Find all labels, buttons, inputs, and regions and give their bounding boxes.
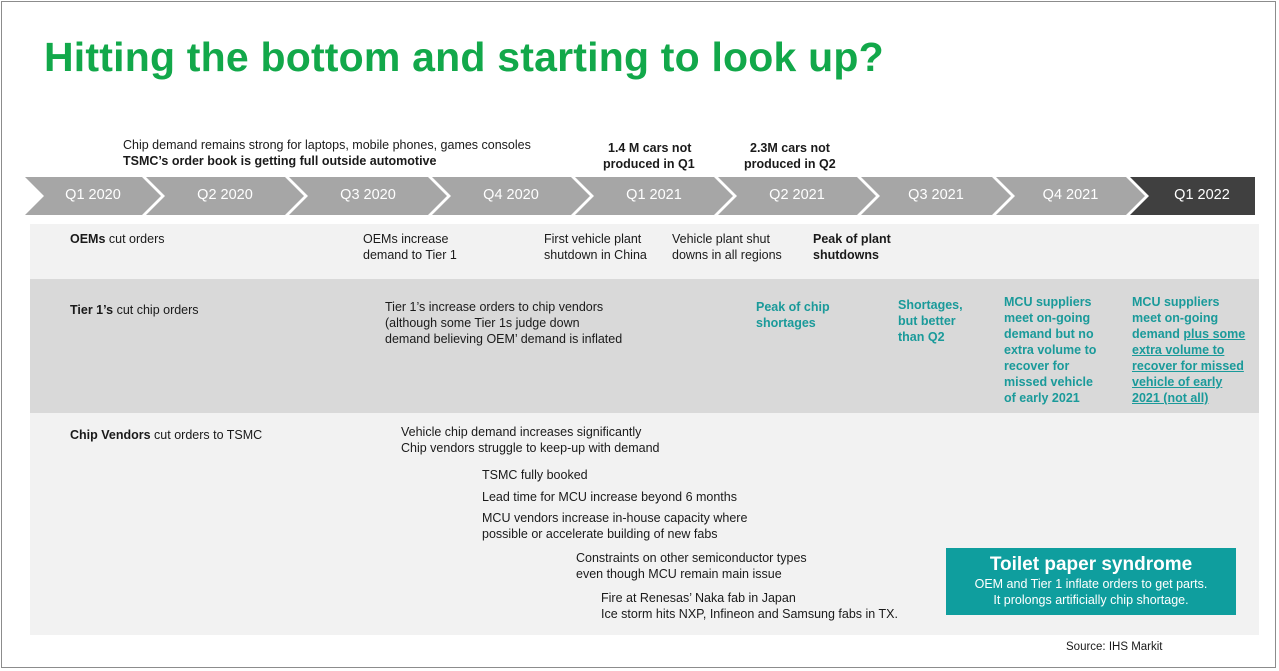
callout-line2: It prolongs artificially chip shortage. <box>993 593 1189 607</box>
q2-2021-note-line1: 2.3M cars not <box>750 141 830 155</box>
chip-note-3: Lead time for MCU increase beyond 6 months <box>482 490 737 504</box>
q2-2021-note-line2: produced in Q2 <box>744 157 836 171</box>
tier1-q4-21-note-line: extra volume to <box>1004 343 1097 357</box>
tier1-row-label: Tier 1’s cut chip orders <box>70 303 199 317</box>
oems-peak-note-line2: shutdowns <box>813 248 879 262</box>
tier1-q3-note-line1: Tier 1’s increase orders to chip vendors <box>385 300 604 314</box>
q1-2021-note-line2: produced in Q1 <box>603 157 695 171</box>
chip-note-4-line1: MCU vendors increase in-house capacity where <box>482 511 748 525</box>
chip-note-5-line2: even though MCU remain main issue <box>576 567 782 581</box>
quarter-label: Q1 2020 <box>65 187 121 203</box>
header-note-line2: TSMC’s order book is getting full outside automotive <box>123 154 437 168</box>
tier1-q1-22-note-line: vehicle of early <box>1132 375 1223 389</box>
chip-note-4-line2: possible or accelerate building of new fabs <box>482 527 718 541</box>
quarter-label: Q3 2021 <box>908 187 964 203</box>
tier1-q3-note-line3: demand believing OEM’ demand is inflated <box>385 332 623 346</box>
tier1-q1-22-note-line: 2021 (not all) <box>1132 391 1209 405</box>
tier1-peak-note-line2: shortages <box>756 316 816 330</box>
slide-title: Hitting the bottom and starting to look up? <box>44 34 884 80</box>
chip-note-5-line1: Constraints on other semiconductor types <box>576 551 807 565</box>
q1-2021-note-line1: 1.4 M cars not <box>608 141 692 155</box>
callout-heading: Toilet paper syndrome <box>989 554 1193 575</box>
tier1-q4-21-note-line: recover for <box>1004 359 1070 373</box>
tier1-q3-note-line2: (although some Tier 1s judge down <box>385 316 580 330</box>
tier1-q1-22-note <box>1132 294 1245 406</box>
tier1-q4-21-note-line: demand but no <box>1004 327 1094 341</box>
chip-note-6-line1: Fire at Renesas’ Naka fab in Japan <box>601 591 796 605</box>
oems-peak-note-line1: Peak of plant <box>813 232 891 246</box>
chip-note-2: TSMC fully booked <box>482 468 588 482</box>
tier1-q1-22-note-line: MCU suppliers <box>1132 295 1220 309</box>
tier1-q4-21-note-line: missed vehicle <box>1004 375 1093 389</box>
oems-q3-note-line2: demand to Tier 1 <box>363 248 457 262</box>
oems-row-label: OEMs cut orders <box>70 232 165 246</box>
header-note-line1: Chip demand remains strong for laptops, mobile phones, games consoles <box>123 138 531 152</box>
tier1-q4-21-note <box>1004 294 1096 406</box>
tier1-q4-21-note-line: of early 2021 <box>1004 391 1080 405</box>
toilet-paper-callout <box>946 548 1236 615</box>
quarter-label: Q1 2022 <box>1174 187 1230 203</box>
quarter-label: Q2 2020 <box>197 187 253 203</box>
tier1-peak-note-line1: Peak of chip <box>756 300 830 314</box>
oems-q2-21-note-line1: Vehicle plant shut <box>672 232 770 246</box>
source-note: Source: IHS Markit <box>1066 641 1163 653</box>
tier1-q1-22-note-line: recover for missed <box>1132 359 1244 373</box>
tier1-q4-21-note-line: MCU suppliers <box>1004 295 1092 309</box>
oems-q3-note-line1: OEMs increase <box>363 232 449 246</box>
quarter-label: Q1 2021 <box>626 187 682 203</box>
oems-q1-21-note-line2: shutdown in China <box>544 248 647 262</box>
quarter-label: Q4 2021 <box>1042 187 1099 203</box>
chip-note-6-line2: Ice storm hits NXP, Infineon and Samsung fabs in TX. <box>601 607 898 621</box>
callout-line1: OEM and Tier 1 inflate orders to get parts. <box>974 577 1208 591</box>
tier1-q1-22-note-line: extra volume to <box>1132 343 1225 357</box>
tier1-q3-21-note-line3: than Q2 <box>898 330 945 344</box>
chip-note-1-line1: Vehicle chip demand increases significantly <box>401 425 642 439</box>
oems-q2-21-note-line2: downs in all regions <box>672 248 782 262</box>
tier1-q4-21-note-line: meet on-going <box>1004 311 1091 325</box>
tier1-q1-22-note-line: meet on-going <box>1132 311 1219 325</box>
chip-vendors-row-label: Chip Vendors cut orders to TSMC <box>70 428 263 442</box>
quarter-label: Q3 2020 <box>340 187 396 203</box>
tier1-q3-21-note-line1: Shortages, <box>898 298 963 312</box>
oems-q1-21-note-line1: First vehicle plant <box>544 232 642 246</box>
tier1-q1-22-note-line: demand plus some <box>1132 327 1246 341</box>
chip-note-1-line2: Chip vendors struggle to keep-up with demand <box>401 441 660 455</box>
quarter-label: Q4 2020 <box>483 187 539 203</box>
tier1-q3-21-note-line2: but better <box>898 314 956 328</box>
quarter-label: Q2 2021 <box>769 187 825 203</box>
